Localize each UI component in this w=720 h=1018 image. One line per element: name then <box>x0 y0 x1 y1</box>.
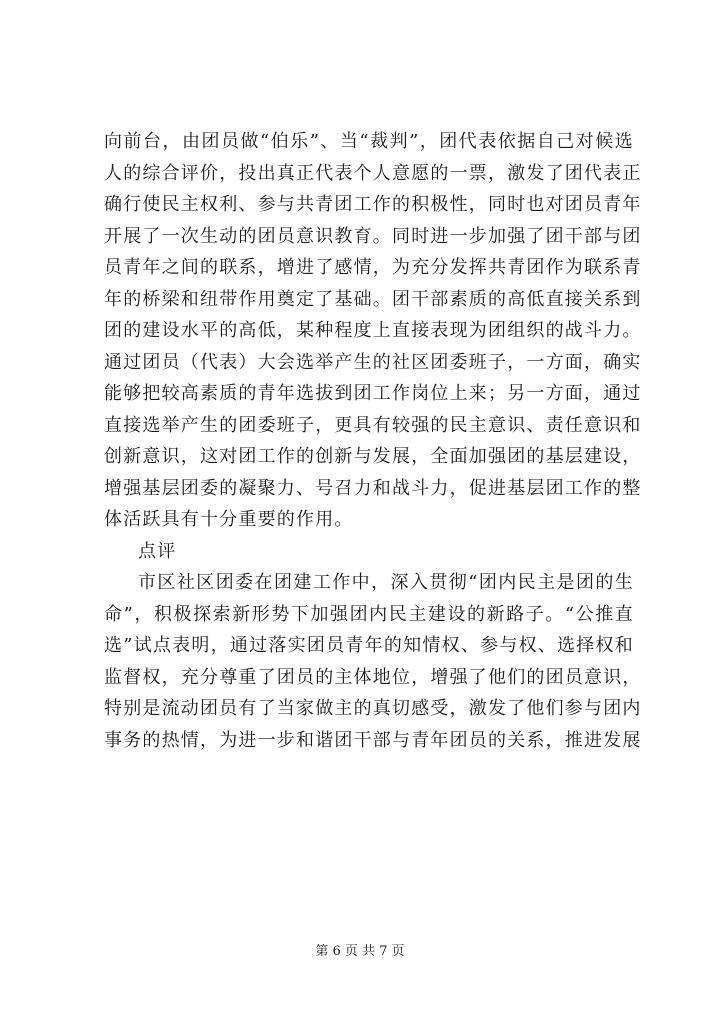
text-line: 选”试点表明，通过落实团员青年的知情权、参与权、选择权和 <box>104 635 634 656</box>
text-line: 开展了一次生动的团员意识教育。同时进一步加强了团干部与团 <box>104 225 642 247</box>
text-line: 事务的热情，为进一步和谐团干部与青年团员的关系，推进发展 <box>104 729 642 751</box>
text-line: 能够把较高素质的青年选拔到团工作岗位上来；另一方面，通过 <box>104 383 642 404</box>
text-line: 向前台，由团员做“伯乐”、当“裁判”，团代表依据自己对候选 <box>104 131 634 152</box>
text-line: 特别是流动团员有了当家做主的真切感受，激发了他们参与团内 <box>104 698 642 719</box>
text-line: 人的综合评价，投出真正代表个人意愿的一票，激发了团代表正 <box>104 162 642 184</box>
text-line: 通过团员（代表）大会选举产生的社区团委班子，一方面，确实 <box>104 351 642 373</box>
text-line: 监督权，充分尊重了团员的主体地位，增强了他们的团员意识， <box>104 666 642 688</box>
text-line: 市区社区团委在团建工作中，深入贯彻“团内民主是团的生 <box>138 572 634 593</box>
section-heading-review: 点评 <box>138 540 177 562</box>
text-line: 创新意识，这对团工作的创新与发展，全面加强团的基层建设， <box>104 446 642 467</box>
text-line: 增强基层团委的凝聚力、号召力和战斗力，促进基层团工作的整 <box>104 477 642 499</box>
text-line: 确行使民主权利、参与共青团工作的积极性，同时也对团员青年 <box>104 194 642 215</box>
text-line: 年的桥梁和纽带作用奠定了基础。团干部素质的高低直接关系到 <box>104 288 642 310</box>
document-body <box>104 126 642 756</box>
page-number-footer: 第 6 页 共 7 页 <box>315 944 405 959</box>
text-line: 团的建设水平的高低，某种程度上直接表现为团组织的战斗力。 <box>104 320 642 341</box>
text-line: 员青年之间的联系，增进了感情，为充分发挥共青团作为联系青 <box>104 257 642 278</box>
text-line: 体活跃具有十分重要的作用。 <box>104 509 354 530</box>
text-line: 命”，积极探索新形势下加强团内民主建设的新路子。“公推直 <box>104 603 634 625</box>
text-line: 直接选举产生的团委班子，更具有较强的民主意识、责任意识和 <box>104 414 642 436</box>
